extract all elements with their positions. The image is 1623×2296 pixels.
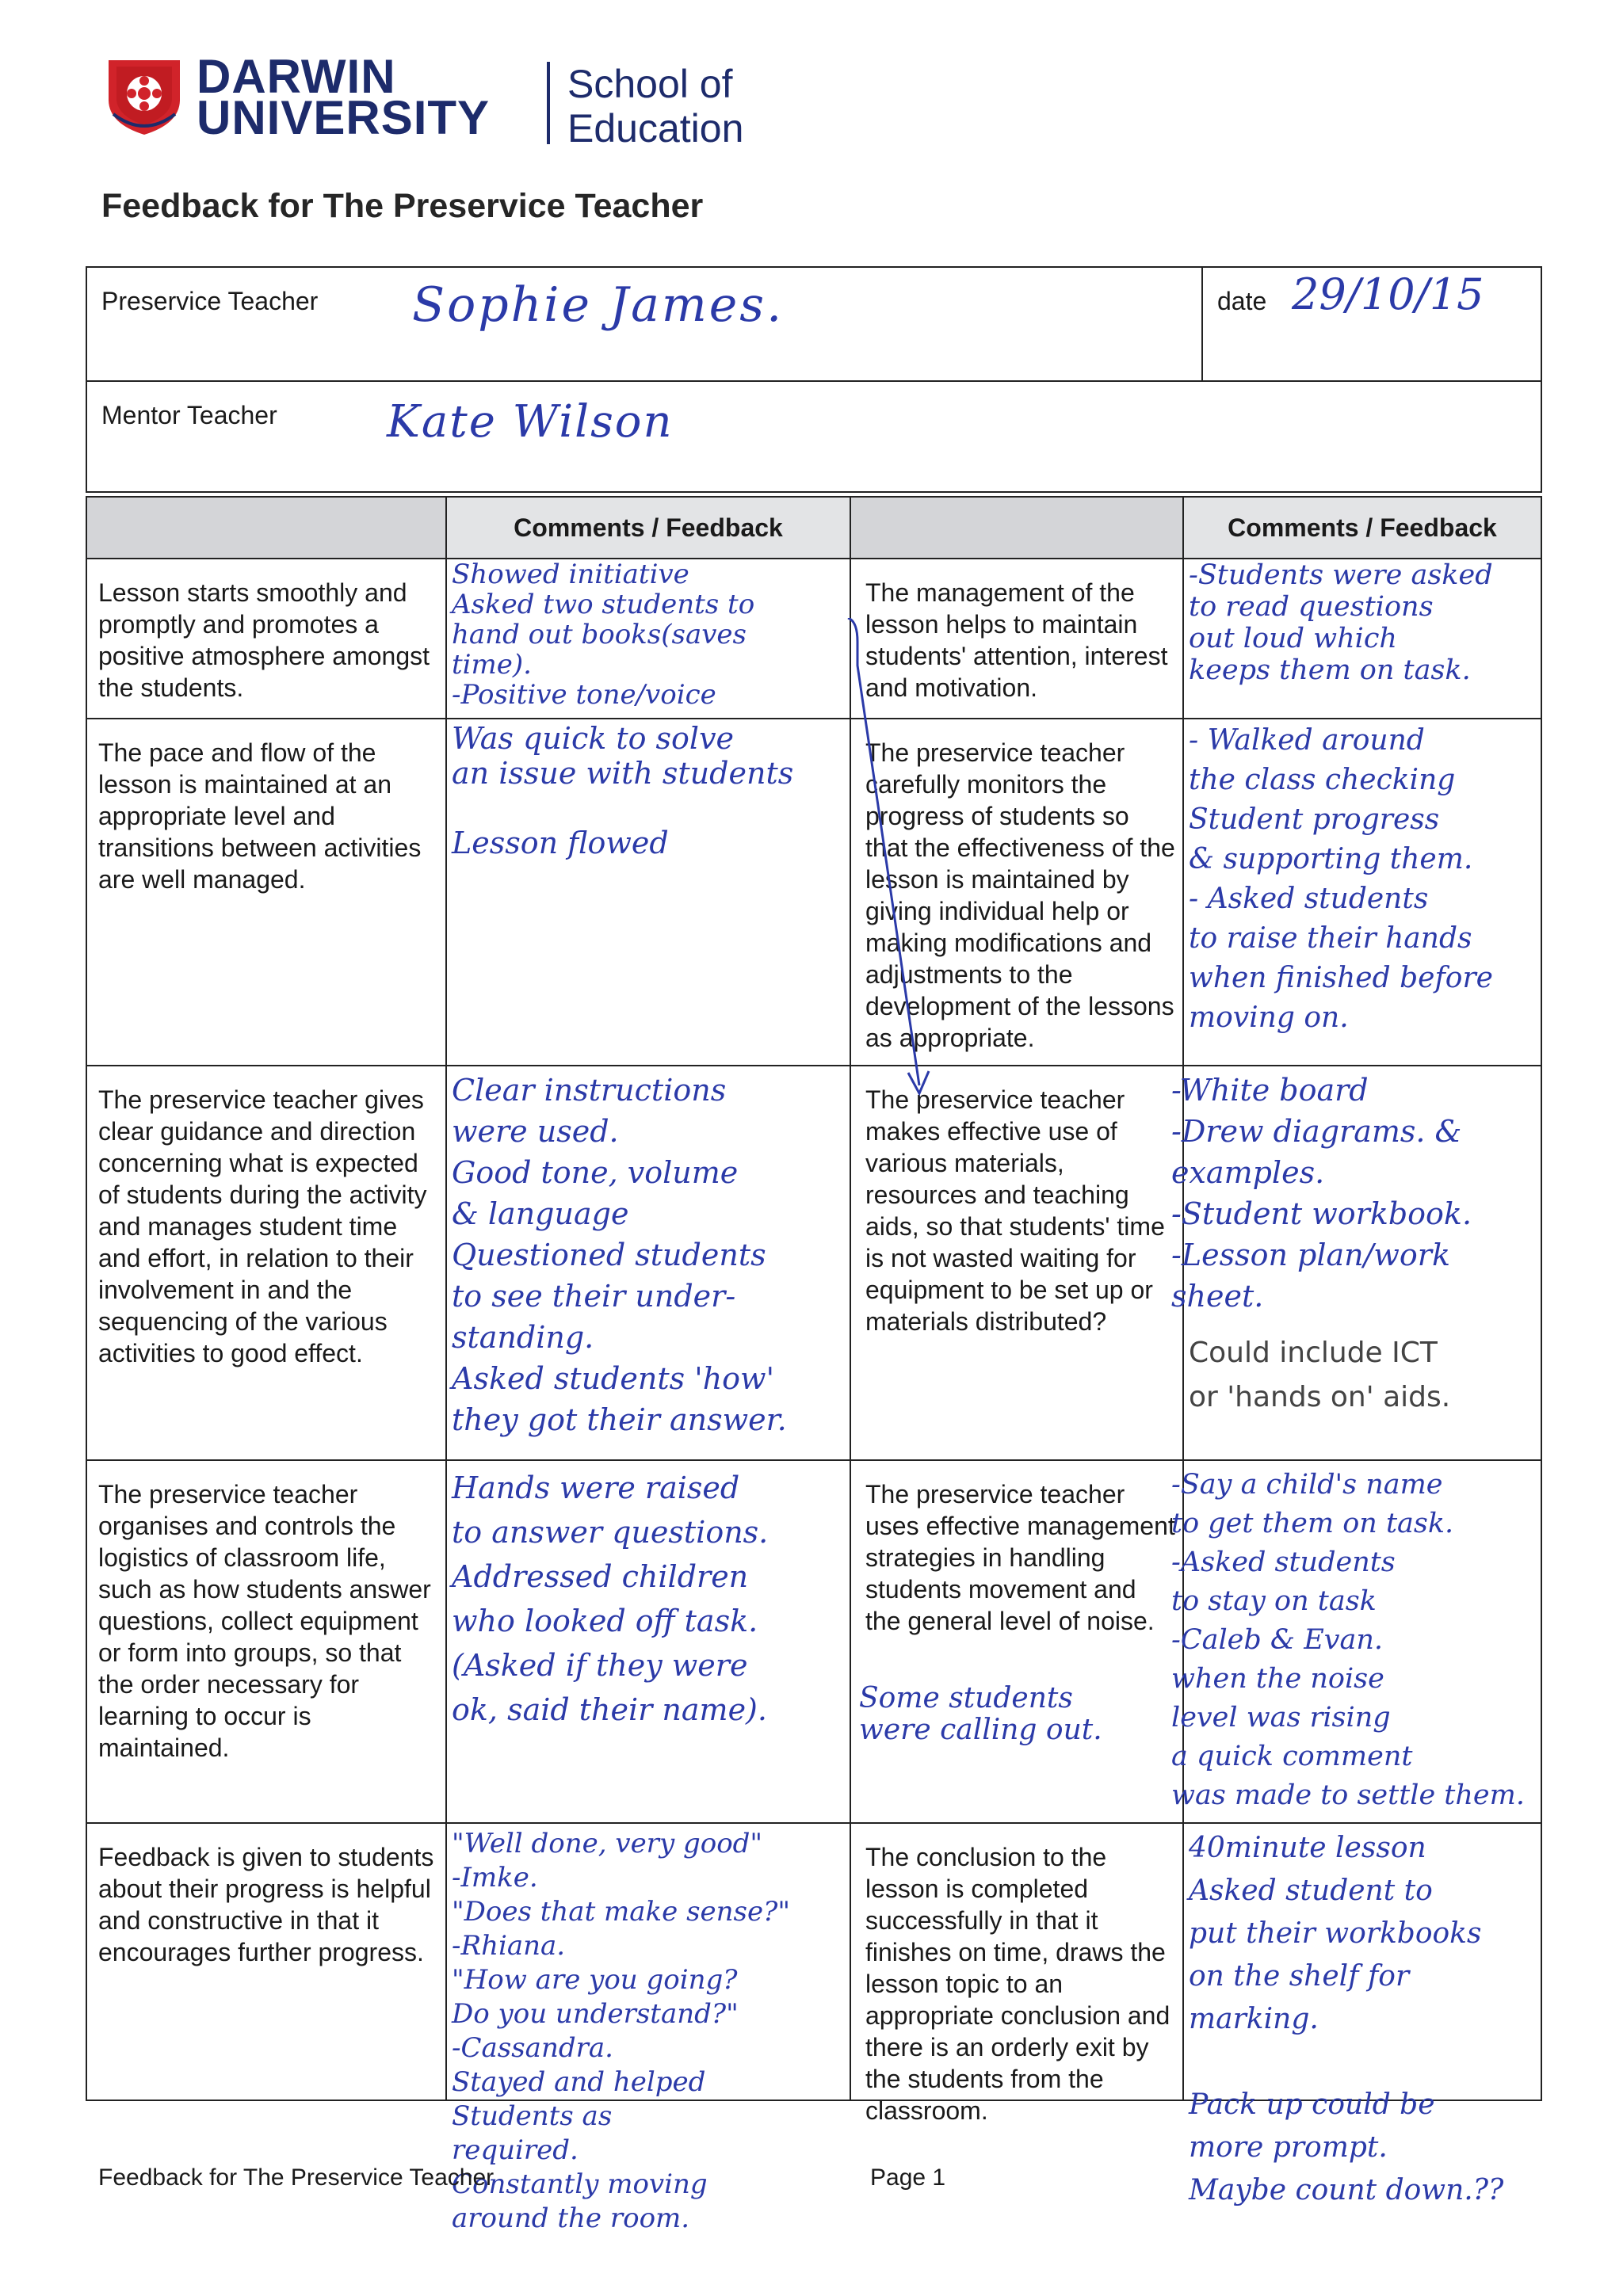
preservice-teacher-label: Preservice Teacher: [101, 287, 319, 315]
feedback-row2-left: Was quick to solve an issue with students Lesson flowed: [452, 721, 794, 860]
mentor-teacher-label: Mentor Teacher: [101, 401, 277, 429]
date-cell-divider: [1201, 266, 1203, 381]
school-of-education-label: [567, 62, 743, 151]
criterion-row3-left: The preservice teacher gives clear guidance and direction concerning what is expected of students during the activity and manages student time and effort, in relation to their involvement in and the sequencing of the various activities to good effect.: [98, 1085, 427, 1367]
criterion-row4-right-note: Some students were calling out.: [859, 1682, 1102, 1746]
criterion-row1-right: The management of the lesson helps to maintain students' attention, interest and motivation.: [865, 578, 1168, 702]
row-divider-4: [86, 1822, 1542, 1824]
school-line-1: School of: [567, 62, 733, 106]
feedback-row5-right: 40minute lesson Asked student to put their workbooks on the shelf for marking. Pack up could be more prompt. Maybe count down.??: [1189, 1832, 1504, 2206]
feedback-row3-left: Clear instructions were used. Good tone, volume & language Questioned students to see their under- standing. Asked students 'how' they got their answer.: [452, 1073, 787, 1437]
criterion-row4-left: The preservice teacher organises and controls the logistics of classroom life, such as how students answer questions, collect equipment or form into groups, so that the order necessary for learning to occur is maintained.: [98, 1480, 431, 1762]
feedback-row2-right: - Walked around the class checking Student progress & supporting them. - Asked students to raise their hands when finished before moving on.: [1189, 724, 1493, 1034]
university-name-logo: [197, 50, 491, 144]
feedback-row3-right: -White board -Drew diagrams. & examples. -Student workbook. -Lesson plan/work sheet.: [1171, 1073, 1472, 1314]
row-divider-3: [86, 1459, 1542, 1461]
row-divider-2: [86, 1065, 1542, 1066]
criterion-row3-right: The preservice teacher makes effective use of various materials, resources and teaching aids, so that students' time is not wasted waiting for equipment to be set up or materials distributed?: [865, 1085, 1165, 1336]
feedback-row4-left: Hands were raised to answer questions. Addressed children who looked off task. (Asked if they were ok, said their name).: [452, 1470, 769, 1727]
criterion-row5-left: Feedback is given to students about their progress is helpful and constructive in that it encourages further progress.: [98, 1843, 434, 1966]
logo-line-1: DARWIN: [197, 50, 396, 103]
logo-line-2: UNIVERSITY: [197, 91, 491, 144]
info-divider: [86, 380, 1542, 382]
criterion-row1-left: Lesson starts smoothly and promptly and promotes a positive atmosphere amongst the students.: [98, 578, 430, 702]
date-label: date: [1217, 287, 1267, 315]
document-title: Feedback for The Preservice Teacher: [101, 187, 704, 225]
criterion-row4-right: The preservice teacher uses effective management strategies in handling students movement and the general level of noise.: [865, 1480, 1175, 1635]
mentor-teacher-value: Kate Wilson: [387, 396, 674, 448]
handwritten-arrow: [840, 618, 951, 1109]
feedback-row1-right: -Students were asked to read questions out loud which keeps them on task.: [1189, 559, 1493, 686]
criterion-row2-left: The pace and flow of the lesson is maintained at an appropriate level and transitions between activities are well managed.: [98, 738, 422, 894]
footer-page-number: Page 1: [870, 2164, 946, 2191]
criterion-row2-right: The preservice teacher carefully monitors the progress of students so that the effectiveness of the lesson is maintained by giving individual help or making modifications and adjustments to the development of the lessons as appropriate.: [865, 738, 1175, 1052]
feedback-row3-right-extra: Could include ICT or 'hands on' aids.: [1189, 1337, 1451, 1413]
criterion-row5-right: The conclusion to the lesson is completed successfully in that it finishes on time, draws the lesson topic to an appropriate conclusion and there is an orderly exit by the students from the classroom.: [865, 1843, 1170, 2125]
row-divider-1: [86, 718, 1542, 719]
feedback-row1-left: Showed initiative Asked two students to hand out books(saves time). -Positive tone/voice: [452, 559, 755, 711]
darwin-university-shield-logo: [107, 59, 181, 136]
feedback-row5-left: "Well done, very good" -Imke. "Does that make sense?" -Rhiana. "How are you going? Do you understand?" -Cassandra. Stayed and helped Students as required. Constantly moving around the room.: [452, 1828, 790, 2234]
logo-divider: [547, 62, 550, 144]
feedback-row4-right: -Say a child's name to get them on task. -Asked students to stay on task -Caleb & Evan. when the noise level was rising a quick comment was made to settle them.: [1171, 1469, 1525, 1811]
comments-feedback-heading-right: Comments / Feedback: [1184, 498, 1541, 558]
school-line-2: Education: [567, 106, 744, 151]
column-divider-1: [445, 496, 447, 2101]
preservice-teacher-value: Sophie James.: [412, 277, 785, 333]
comments-feedback-heading-left: Comments / Feedback: [447, 498, 850, 558]
footer-document-title: Feedback for The Preservice Teacher: [98, 2164, 495, 2191]
date-value: 29/10/15: [1292, 269, 1484, 319]
